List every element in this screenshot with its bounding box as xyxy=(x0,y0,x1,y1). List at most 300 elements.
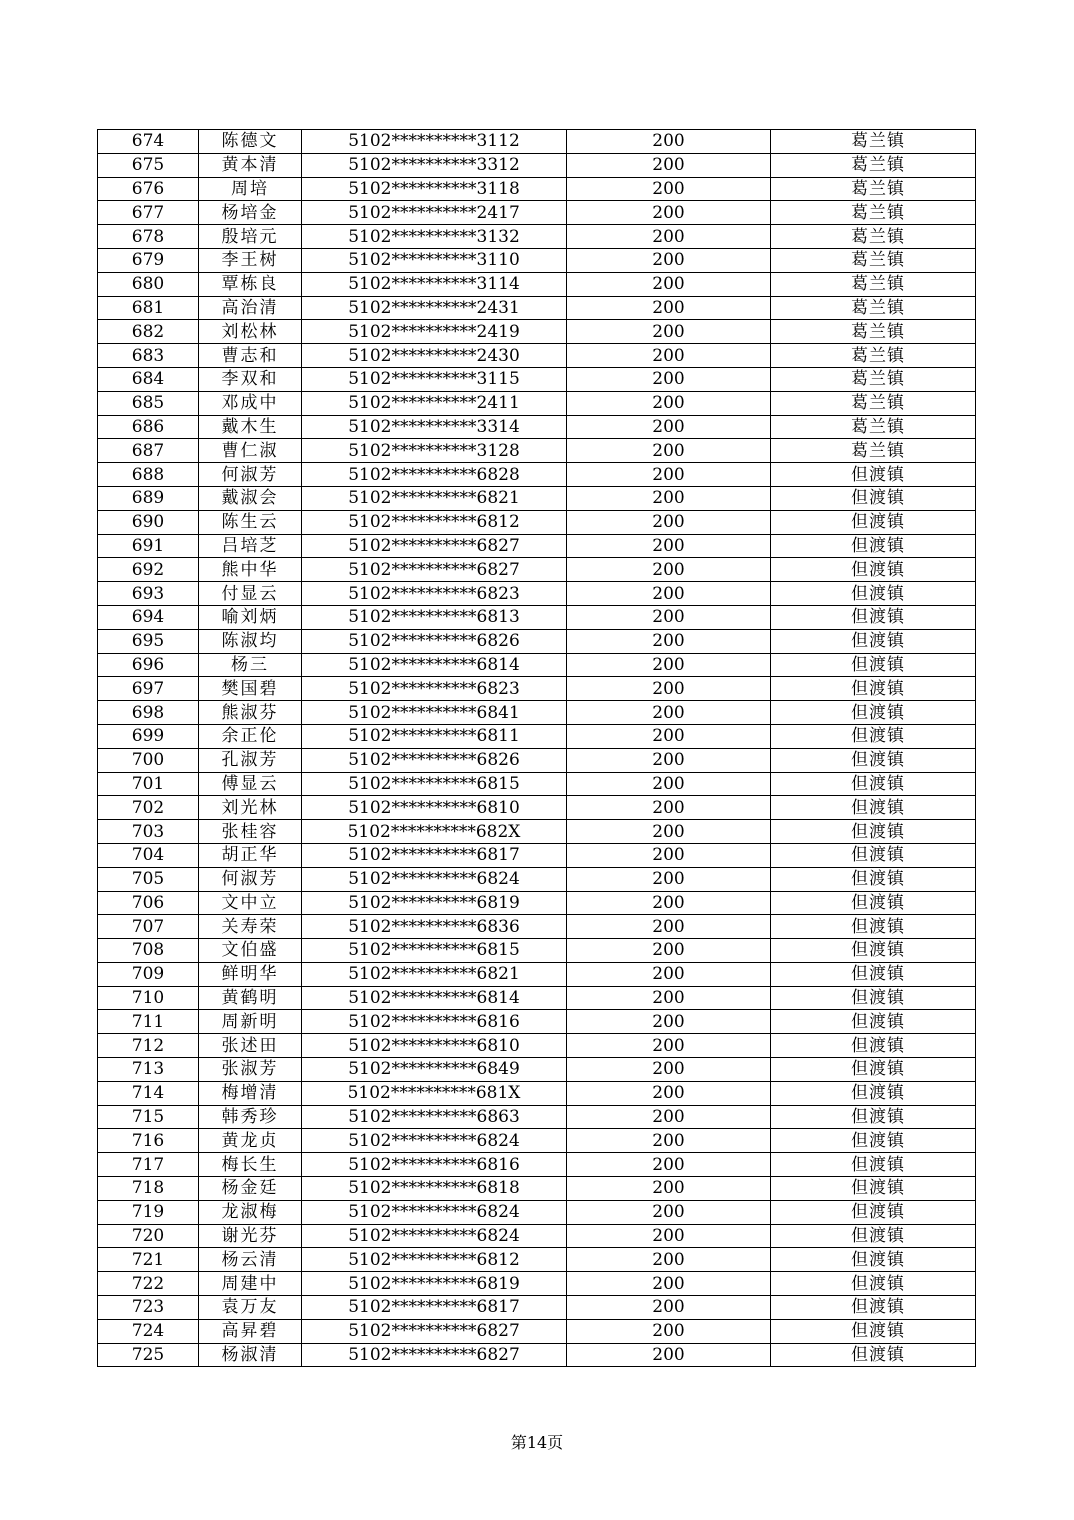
table-row xyxy=(98,867,976,891)
table-row xyxy=(98,486,976,510)
row-number-cell: 678 xyxy=(98,225,199,249)
table-row xyxy=(98,391,976,415)
amount-cell: 200 xyxy=(567,558,771,582)
town-cell: 但渡镇 xyxy=(771,1343,976,1367)
amount-cell: 200 xyxy=(567,986,771,1010)
id-number-cell: 5102**********6827 xyxy=(302,558,567,582)
name-cell: 黄龙贞 xyxy=(199,1129,302,1153)
name-cell: 何淑芳 xyxy=(199,867,302,891)
town-cell: 但渡镇 xyxy=(771,1319,976,1343)
table-row xyxy=(98,344,976,368)
name-cell: 李双和 xyxy=(199,367,302,391)
amount-cell: 200 xyxy=(567,201,771,225)
table-row xyxy=(98,891,976,915)
town-cell: 但渡镇 xyxy=(771,1272,976,1296)
table-row xyxy=(98,1248,976,1272)
town-cell: 但渡镇 xyxy=(771,939,976,963)
amount-cell: 200 xyxy=(567,248,771,272)
id-number-cell: 5102**********6814 xyxy=(302,653,567,677)
id-number-cell: 5102**********6836 xyxy=(302,915,567,939)
row-number-cell: 693 xyxy=(98,582,199,606)
id-number-cell: 5102**********6817 xyxy=(302,843,567,867)
name-cell: 杨金廷 xyxy=(199,1177,302,1201)
name-cell: 何淑芳 xyxy=(199,463,302,487)
name-cell: 关寿荣 xyxy=(199,915,302,939)
amount-cell: 200 xyxy=(567,1058,771,1082)
name-cell: 覃栋良 xyxy=(199,272,302,296)
name-cell: 傅显云 xyxy=(199,772,302,796)
name-cell: 刘松林 xyxy=(199,320,302,344)
row-number-cell: 706 xyxy=(98,891,199,915)
id-number-cell: 5102**********6812 xyxy=(302,1248,567,1272)
name-cell: 梅长生 xyxy=(199,1153,302,1177)
id-number-cell: 5102**********6824 xyxy=(302,1224,567,1248)
amount-cell: 200 xyxy=(567,391,771,415)
table-body xyxy=(98,130,976,1367)
town-cell: 葛兰镇 xyxy=(771,225,976,249)
town-cell: 但渡镇 xyxy=(771,582,976,606)
name-cell: 陈生云 xyxy=(199,510,302,534)
row-number-cell: 708 xyxy=(98,939,199,963)
row-number-cell: 696 xyxy=(98,653,199,677)
amount-cell: 200 xyxy=(567,796,771,820)
amount-cell: 200 xyxy=(567,1010,771,1034)
town-cell: 葛兰镇 xyxy=(771,201,976,225)
name-cell: 杨三 xyxy=(199,653,302,677)
amount-cell: 200 xyxy=(567,272,771,296)
amount-cell: 200 xyxy=(567,582,771,606)
town-cell: 但渡镇 xyxy=(771,1200,976,1224)
town-cell: 但渡镇 xyxy=(771,510,976,534)
table-row xyxy=(98,701,976,725)
id-number-cell: 5102**********6815 xyxy=(302,939,567,963)
name-cell: 高昇碧 xyxy=(199,1319,302,1343)
amount-cell: 200 xyxy=(567,439,771,463)
table-row xyxy=(98,1034,976,1058)
id-number-cell: 5102**********6826 xyxy=(302,629,567,653)
name-cell: 胡正华 xyxy=(199,843,302,867)
table-row xyxy=(98,1296,976,1320)
town-cell: 但渡镇 xyxy=(771,1153,976,1177)
id-number-cell: 5102**********6827 xyxy=(302,534,567,558)
row-number-cell: 717 xyxy=(98,1153,199,1177)
amount-cell: 200 xyxy=(567,915,771,939)
table-row xyxy=(98,130,976,154)
table-row xyxy=(98,962,976,986)
amount-cell: 200 xyxy=(567,843,771,867)
name-cell: 李王树 xyxy=(199,248,302,272)
town-cell: 但渡镇 xyxy=(771,605,976,629)
id-number-cell: 5102**********6821 xyxy=(302,486,567,510)
id-number-cell: 5102**********6810 xyxy=(302,796,567,820)
table-row xyxy=(98,534,976,558)
town-cell: 但渡镇 xyxy=(771,1224,976,1248)
name-cell: 付显云 xyxy=(199,582,302,606)
town-cell: 但渡镇 xyxy=(771,820,976,844)
id-number-cell: 5102**********3312 xyxy=(302,153,567,177)
table-row xyxy=(98,439,976,463)
table-row xyxy=(98,225,976,249)
name-cell: 黄本清 xyxy=(199,153,302,177)
id-number-cell: 5102**********6817 xyxy=(302,1296,567,1320)
row-number-cell: 718 xyxy=(98,1177,199,1201)
name-cell: 曹仁淑 xyxy=(199,439,302,463)
amount-cell: 200 xyxy=(567,701,771,725)
row-number-cell: 685 xyxy=(98,391,199,415)
amount-cell: 200 xyxy=(567,486,771,510)
row-number-cell: 700 xyxy=(98,748,199,772)
name-cell: 孔淑芳 xyxy=(199,748,302,772)
page-number: 第14页 xyxy=(510,1433,564,1452)
table-row xyxy=(98,463,976,487)
amount-cell: 200 xyxy=(567,1319,771,1343)
name-cell: 周新明 xyxy=(199,1010,302,1034)
row-number-cell: 711 xyxy=(98,1010,199,1034)
row-number-cell: 692 xyxy=(98,558,199,582)
town-cell: 但渡镇 xyxy=(771,915,976,939)
id-number-cell: 5102**********2411 xyxy=(302,391,567,415)
id-number-cell: 5102**********2417 xyxy=(302,201,567,225)
table-row xyxy=(98,1010,976,1034)
row-number-cell: 680 xyxy=(98,272,199,296)
amount-cell: 200 xyxy=(567,772,771,796)
id-number-cell: 5102**********6816 xyxy=(302,1153,567,1177)
amount-cell: 200 xyxy=(567,1177,771,1201)
town-cell: 但渡镇 xyxy=(771,534,976,558)
name-cell: 余正伦 xyxy=(199,724,302,748)
town-cell: 但渡镇 xyxy=(771,701,976,725)
town-cell: 葛兰镇 xyxy=(771,391,976,415)
amount-cell: 200 xyxy=(567,1224,771,1248)
table-row xyxy=(98,605,976,629)
row-number-cell: 720 xyxy=(98,1224,199,1248)
town-cell: 但渡镇 xyxy=(771,1105,976,1129)
amount-cell: 200 xyxy=(567,1248,771,1272)
name-cell: 喻刘炳 xyxy=(199,605,302,629)
amount-cell: 200 xyxy=(567,1153,771,1177)
row-number-cell: 703 xyxy=(98,820,199,844)
id-number-cell: 5102**********6814 xyxy=(302,986,567,1010)
row-number-cell: 674 xyxy=(98,130,199,154)
amount-cell: 200 xyxy=(567,962,771,986)
town-cell: 但渡镇 xyxy=(771,1177,976,1201)
row-number-cell: 707 xyxy=(98,915,199,939)
table-row xyxy=(98,629,976,653)
row-number-cell: 679 xyxy=(98,248,199,272)
town-cell: 葛兰镇 xyxy=(771,367,976,391)
row-number-cell: 722 xyxy=(98,1272,199,1296)
amount-cell: 200 xyxy=(567,677,771,701)
amount-cell: 200 xyxy=(567,177,771,201)
name-cell: 刘光林 xyxy=(199,796,302,820)
row-number-cell: 686 xyxy=(98,415,199,439)
name-cell: 杨淑清 xyxy=(199,1343,302,1367)
row-number-cell: 715 xyxy=(98,1105,199,1129)
name-cell: 梅增清 xyxy=(199,1081,302,1105)
table-row xyxy=(98,843,976,867)
row-number-cell: 705 xyxy=(98,867,199,891)
amount-cell: 200 xyxy=(567,1200,771,1224)
name-cell: 韩秀珍 xyxy=(199,1105,302,1129)
amount-cell: 200 xyxy=(567,1105,771,1129)
id-number-cell: 5102**********3128 xyxy=(302,439,567,463)
row-number-cell: 677 xyxy=(98,201,199,225)
table-row xyxy=(98,748,976,772)
row-number-cell: 683 xyxy=(98,344,199,368)
table-row xyxy=(98,177,976,201)
row-number-cell: 690 xyxy=(98,510,199,534)
amount-cell: 200 xyxy=(567,605,771,629)
id-number-cell: 5102**********6824 xyxy=(302,1200,567,1224)
town-cell: 但渡镇 xyxy=(771,986,976,1010)
id-number-cell: 5102**********6841 xyxy=(302,701,567,725)
table-row xyxy=(98,415,976,439)
id-number-cell: 5102**********6863 xyxy=(302,1105,567,1129)
name-cell: 袁万友 xyxy=(199,1296,302,1320)
table-row xyxy=(98,724,976,748)
row-number-cell: 716 xyxy=(98,1129,199,1153)
name-cell: 谢光芬 xyxy=(199,1224,302,1248)
beneficiary-table xyxy=(97,129,976,1367)
row-number-cell: 688 xyxy=(98,463,199,487)
name-cell: 熊中华 xyxy=(199,558,302,582)
town-cell: 但渡镇 xyxy=(771,1129,976,1153)
amount-cell: 200 xyxy=(567,820,771,844)
table-row xyxy=(98,296,976,320)
table-row xyxy=(98,153,976,177)
town-cell: 但渡镇 xyxy=(771,677,976,701)
name-cell: 张述田 xyxy=(199,1034,302,1058)
town-cell: 但渡镇 xyxy=(771,1248,976,1272)
town-cell: 但渡镇 xyxy=(771,796,976,820)
row-number-cell: 721 xyxy=(98,1248,199,1272)
town-cell: 但渡镇 xyxy=(771,558,976,582)
amount-cell: 200 xyxy=(567,320,771,344)
name-cell: 曹志和 xyxy=(199,344,302,368)
town-cell: 葛兰镇 xyxy=(771,153,976,177)
name-cell: 樊国碧 xyxy=(199,677,302,701)
name-cell: 熊淑芬 xyxy=(199,701,302,725)
town-cell: 但渡镇 xyxy=(771,772,976,796)
id-number-cell: 5102**********3110 xyxy=(302,248,567,272)
table-row xyxy=(98,1224,976,1248)
id-number-cell: 5102**********2430 xyxy=(302,344,567,368)
id-number-cell: 5102**********6824 xyxy=(302,1129,567,1153)
id-number-cell: 5102**********682X xyxy=(302,820,567,844)
name-cell: 张淑芳 xyxy=(199,1058,302,1082)
row-number-cell: 689 xyxy=(98,486,199,510)
table-row xyxy=(98,796,976,820)
amount-cell: 200 xyxy=(567,367,771,391)
id-number-cell: 5102**********3115 xyxy=(302,367,567,391)
row-number-cell: 709 xyxy=(98,962,199,986)
id-number-cell: 5102**********6812 xyxy=(302,510,567,534)
id-number-cell: 5102**********3118 xyxy=(302,177,567,201)
table-row xyxy=(98,367,976,391)
table-row xyxy=(98,820,976,844)
town-cell: 但渡镇 xyxy=(771,1010,976,1034)
town-cell: 葛兰镇 xyxy=(771,439,976,463)
name-cell: 文伯盛 xyxy=(199,939,302,963)
town-cell: 但渡镇 xyxy=(771,1034,976,1058)
town-cell: 但渡镇 xyxy=(771,1081,976,1105)
row-number-cell: 723 xyxy=(98,1296,199,1320)
amount-cell: 200 xyxy=(567,463,771,487)
town-cell: 但渡镇 xyxy=(771,748,976,772)
table-row xyxy=(98,986,976,1010)
table-row xyxy=(98,1319,976,1343)
table-row xyxy=(98,1081,976,1105)
table-row xyxy=(98,1272,976,1296)
table-row xyxy=(98,201,976,225)
row-number-cell: 710 xyxy=(98,986,199,1010)
amount-cell: 200 xyxy=(567,1272,771,1296)
id-number-cell: 5102**********6827 xyxy=(302,1343,567,1367)
row-number-cell: 725 xyxy=(98,1343,199,1367)
table-row xyxy=(98,915,976,939)
amount-cell: 200 xyxy=(567,748,771,772)
id-number-cell: 5102**********6815 xyxy=(302,772,567,796)
amount-cell: 200 xyxy=(567,724,771,748)
id-number-cell: 5102**********6816 xyxy=(302,1010,567,1034)
id-number-cell: 5102**********6821 xyxy=(302,962,567,986)
id-number-cell: 5102**********6823 xyxy=(302,677,567,701)
name-cell: 杨培金 xyxy=(199,201,302,225)
table-row xyxy=(98,772,976,796)
row-number-cell: 676 xyxy=(98,177,199,201)
id-number-cell: 5102**********681X xyxy=(302,1081,567,1105)
town-cell: 葛兰镇 xyxy=(771,344,976,368)
amount-cell: 200 xyxy=(567,225,771,249)
town-cell: 葛兰镇 xyxy=(771,320,976,344)
row-number-cell: 691 xyxy=(98,534,199,558)
row-number-cell: 714 xyxy=(98,1081,199,1105)
row-number-cell: 704 xyxy=(98,843,199,867)
name-cell: 张桂容 xyxy=(199,820,302,844)
table-row xyxy=(98,272,976,296)
row-number-cell: 687 xyxy=(98,439,199,463)
id-number-cell: 5102**********6813 xyxy=(302,605,567,629)
amount-cell: 200 xyxy=(567,629,771,653)
name-cell: 陈德文 xyxy=(199,130,302,154)
id-number-cell: 5102**********3132 xyxy=(302,225,567,249)
name-cell: 戴木生 xyxy=(199,415,302,439)
table-row xyxy=(98,1105,976,1129)
amount-cell: 200 xyxy=(567,510,771,534)
name-cell: 陈淑均 xyxy=(199,629,302,653)
row-number-cell: 701 xyxy=(98,772,199,796)
row-number-cell: 697 xyxy=(98,677,199,701)
town-cell: 葛兰镇 xyxy=(771,272,976,296)
id-number-cell: 5102**********6828 xyxy=(302,463,567,487)
name-cell: 吕培芝 xyxy=(199,534,302,558)
amount-cell: 200 xyxy=(567,153,771,177)
town-cell: 葛兰镇 xyxy=(771,415,976,439)
name-cell: 戴淑会 xyxy=(199,486,302,510)
id-number-cell: 5102**********2419 xyxy=(302,320,567,344)
name-cell: 鲜明华 xyxy=(199,962,302,986)
row-number-cell: 699 xyxy=(98,724,199,748)
amount-cell: 200 xyxy=(567,130,771,154)
town-cell: 葛兰镇 xyxy=(771,130,976,154)
table-row xyxy=(98,1058,976,1082)
id-number-cell: 5102**********3314 xyxy=(302,415,567,439)
amount-cell: 200 xyxy=(567,296,771,320)
amount-cell: 200 xyxy=(567,1129,771,1153)
amount-cell: 200 xyxy=(567,344,771,368)
amount-cell: 200 xyxy=(567,1034,771,1058)
id-number-cell: 5102**********6811 xyxy=(302,724,567,748)
row-number-cell: 713 xyxy=(98,1058,199,1082)
town-cell: 葛兰镇 xyxy=(771,296,976,320)
id-number-cell: 5102**********6826 xyxy=(302,748,567,772)
town-cell: 但渡镇 xyxy=(771,653,976,677)
id-number-cell: 5102**********6824 xyxy=(302,867,567,891)
table-row xyxy=(98,248,976,272)
amount-cell: 200 xyxy=(567,939,771,963)
town-cell: 但渡镇 xyxy=(771,463,976,487)
table-row xyxy=(98,939,976,963)
table-row xyxy=(98,1200,976,1224)
id-number-cell: 5102**********6810 xyxy=(302,1034,567,1058)
town-cell: 但渡镇 xyxy=(771,724,976,748)
name-cell: 高治清 xyxy=(199,296,302,320)
row-number-cell: 719 xyxy=(98,1200,199,1224)
table-row xyxy=(98,677,976,701)
amount-cell: 200 xyxy=(567,653,771,677)
name-cell: 周建中 xyxy=(199,1272,302,1296)
town-cell: 但渡镇 xyxy=(771,962,976,986)
town-cell: 但渡镇 xyxy=(771,1296,976,1320)
id-number-cell: 5102**********6827 xyxy=(302,1319,567,1343)
id-number-cell: 5102**********2431 xyxy=(302,296,567,320)
id-number-cell: 5102**********6819 xyxy=(302,891,567,915)
row-number-cell: 694 xyxy=(98,605,199,629)
town-cell: 葛兰镇 xyxy=(771,248,976,272)
row-number-cell: 682 xyxy=(98,320,199,344)
table-row xyxy=(98,582,976,606)
amount-cell: 200 xyxy=(567,1081,771,1105)
table-row xyxy=(98,558,976,582)
amount-cell: 200 xyxy=(567,415,771,439)
name-cell: 殷培元 xyxy=(199,225,302,249)
name-cell: 邓成中 xyxy=(199,391,302,415)
row-number-cell: 684 xyxy=(98,367,199,391)
table-row xyxy=(98,320,976,344)
table-row xyxy=(98,1129,976,1153)
amount-cell: 200 xyxy=(567,534,771,558)
name-cell: 龙淑梅 xyxy=(199,1200,302,1224)
town-cell: 但渡镇 xyxy=(771,843,976,867)
town-cell: 但渡镇 xyxy=(771,1058,976,1082)
id-number-cell: 5102**********6823 xyxy=(302,582,567,606)
table-row xyxy=(98,510,976,534)
table-row xyxy=(98,1343,976,1367)
row-number-cell: 712 xyxy=(98,1034,199,1058)
name-cell: 周培 xyxy=(199,177,302,201)
row-number-cell: 702 xyxy=(98,796,199,820)
town-cell: 但渡镇 xyxy=(771,891,976,915)
row-number-cell: 681 xyxy=(98,296,199,320)
town-cell: 但渡镇 xyxy=(771,867,976,891)
amount-cell: 200 xyxy=(567,1343,771,1367)
id-number-cell: 5102**********3114 xyxy=(302,272,567,296)
amount-cell: 200 xyxy=(567,867,771,891)
row-number-cell: 698 xyxy=(98,701,199,725)
table-row xyxy=(98,1153,976,1177)
name-cell: 文中立 xyxy=(199,891,302,915)
id-number-cell: 5102**********6819 xyxy=(302,1272,567,1296)
